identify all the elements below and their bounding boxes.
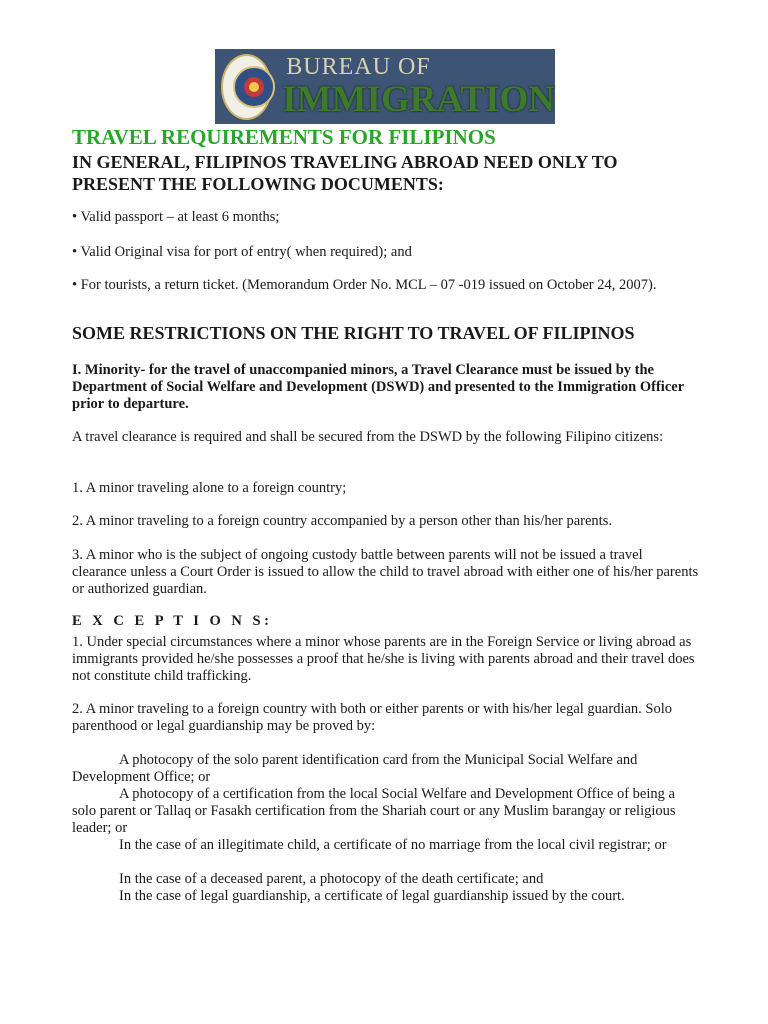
proof-item: In the case of an illegitimate child, a certificate of no marriage from the local civil registrar; or: [119, 837, 667, 853]
exception-item: 1. Under special circumstances where a minor whose parents are in the Foreign Service or living abroad as immigrants provided he/she possesses a proof that he/she is living with parents abroad and their travel does not constitute child trafficking.: [72, 634, 695, 684]
list-item: 2. A minor traveling to a foreign country accompanied by a person other than his/her parents.: [72, 513, 612, 529]
bullet-passport: • Valid passport – at least 6 months;: [72, 209, 280, 225]
logo-line1: BUREAU OF: [286, 54, 431, 80]
bullet-visa: • Valid Original visa for port of entry( when required); and: [72, 244, 412, 260]
logo-line2: IMMIGRATION: [282, 79, 555, 120]
proof-item: A photocopy of a certification from the local Social Welfare and Development Office of being a solo parent or Tallaq or Fasakh certification from the Shariah court or any Muslim barangay or religious leader; or: [72, 786, 676, 836]
page-subtitle: IN GENERAL, FILIPINOS TRAVELING ABROAD NEED ONLY TO PRESENT THE FOLLOWING DOCUMENTS:: [72, 152, 618, 194]
bullet-return-ticket: • For tourists, a return ticket. (Memorandum Order No. MCL – 07 -019 issued on October 24, 2007).: [72, 277, 657, 293]
proof-item: In the case of legal guardianship, a certificate of legal guardianship issued by the court.: [119, 888, 625, 904]
restrictions-heading: SOME RESTRICTIONS ON THE RIGHT TO TRAVEL OF FILIPINOS: [72, 323, 635, 343]
proof-item: A photocopy of the solo parent identification card from the Municipal Social Welfare and Development Office; or: [72, 752, 638, 785]
page-title: TRAVEL REQUIREMENTS FOR FILIPINOS: [72, 125, 496, 149]
clearance-intro: A travel clearance is required and shall be secured from the DSWD by the following Filipino citizens:: [72, 429, 664, 445]
seal-icon: [221, 54, 272, 120]
exceptions-heading: E X C E P T I O N S:: [72, 613, 273, 629]
list-item: 3. A minor who is the subject of ongoing custody battle between parents will not be issued a travel clearance unless a Court Order is issued to allow the child to travel abroad with either one of his/her parents or authorized guardian.: [72, 547, 699, 597]
minority-paragraph: I. Minority- for the travel of unaccompanied minors, a Travel Clearance must be issued by the Department of Social Welfare and Development (DSWD) and presented to the Immigration Officer prior to departure.: [72, 362, 684, 412]
proof-item: In the case of a deceased parent, a photocopy of the death certificate; and: [119, 871, 544, 887]
list-item: 1. A minor traveling alone to a foreign country;: [72, 480, 347, 496]
bureau-logo: [215, 49, 555, 124]
exception-item: 2. A minor traveling to a foreign country with both or either parents or with his/her legal guardian. Solo parenthood or legal guardianship may be proved by:: [72, 701, 673, 734]
